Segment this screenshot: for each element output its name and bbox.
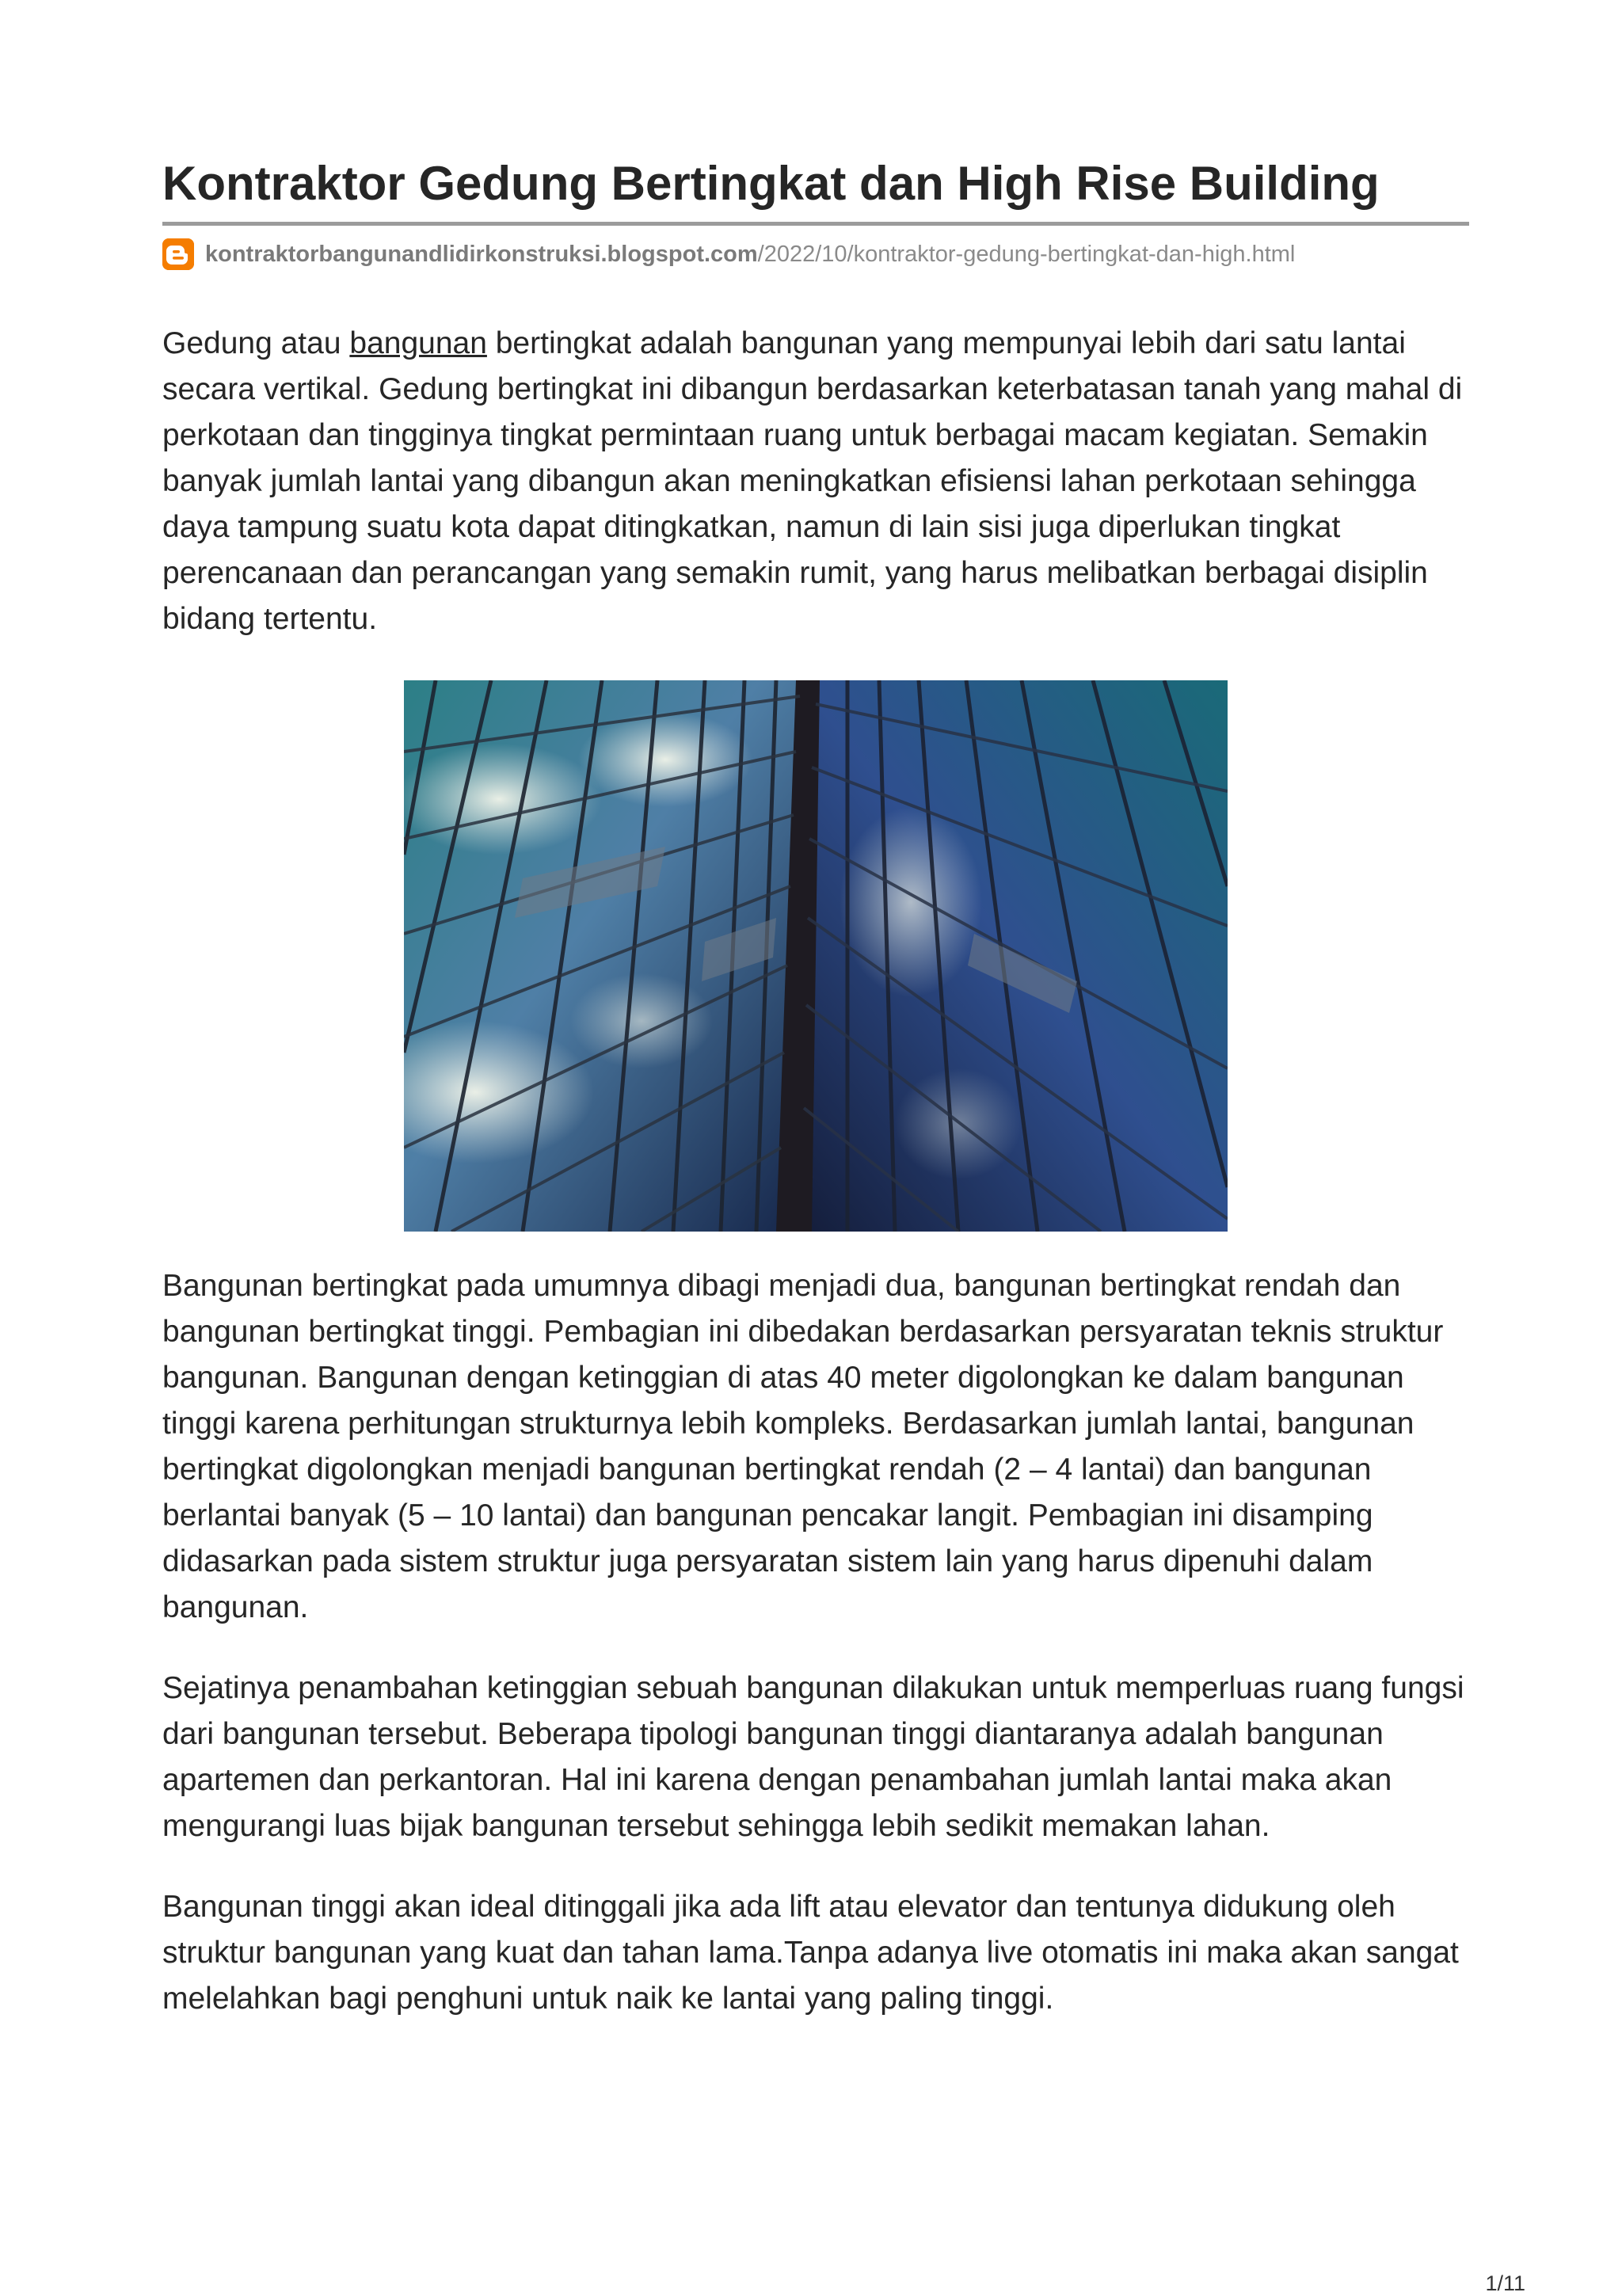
source-domain: kontraktorbangunandlidirkonstruksi.blogspot.com [205,241,758,267]
paragraph-1 [162,321,1469,642]
source-path: /2022/10/kontraktor-gedung-bertingkat-dan-high.html [757,241,1296,267]
document-page [162,150,1469,2022]
paragraph-4: Bangunan tinggi akan ideal ditinggali jika ada lift atau elevator dan tentunya didukung oleh struktur bangunan yang kuat dan tahan lama.Tanpa adanya live otomatis ini maka akan sangat melelahkan bagi penghuni untuk naik ke lantai yang paling tinggi. [162,1890,1459,2016]
paragraph-1-rest: bertingkat adalah bangunan yang mempunyai lebih dari satu lantai secara vertikal. Gedung bertingkat ini dibangun berdasarkan keterbatasan tanah yang mahal di perkotaan dan tingginya tingkat permintaan ruang untuk berbagai macam kegiatan. Semakin banyak jumlah lantai yang dibangun akan meningkatkan efisiensi lahan perkotaan sehingga daya tampung suatu kota dapat ditingkatkan, namun di lain sisi juga diperlukan tingkat perencanaan dan perancangan yang semakin rumit, yang harus melibatkan berbagai disiplin bidang tertentu. [162,326,1463,636]
skyscraper-image [404,680,1228,1232]
title-divider [162,222,1469,226]
bangunan-link[interactable]: bangunan [349,326,487,360]
page-number: 1/11 [1485,2271,1525,2295]
blogger-icon [162,238,194,270]
page-title: Kontraktor Gedung Bertingkat dan High Rise Building [162,157,1380,210]
source-url[interactable] [162,237,1469,272]
paragraph-1-start: Gedung atau [162,326,350,360]
paragraph-3: Sejatinya penambahan ketinggian sebuah bangunan dilakukan untuk memperluas ruang fungsi dari bangunan tersebut. Beberapa tipologi bangunan tinggi diantaranya adalah bangunan apartemen dan perkantoran. Hal ini karena dengan penambahan jumlah lantai maka akan mengurangi luas bijak bangunan tersebut sehingga lebih sedikit memakan lahan. [162,1671,1464,1843]
paragraph-2: Bangunan bertingkat pada umumnya dibagi menjadi dua, bangunan bertingkat rendah dan bangunan bertingkat tinggi. Pembagian ini dibedakan berdasarkan persyaratan teknis struktur bangunan. Bangunan dengan ketinggian di atas 40 meter digolongkan ke dalam bangunan tinggi karena perhitungan strukturnya lebih kompleks. Berdasarkan jumlah lantai, bangunan bertingkat digolongkan menjadi bangunan bertingkat rendah (2 – 4 lantai) dan bangunan berlantai banyak (5 – 10 lantai) dan bangunan pencakar langit. Pembagian ini disamping didasarkan pada sistem struktur juga persyaratan sistem lain yang harus dipenuhi dalam bangunan. [162,1269,1444,1624]
